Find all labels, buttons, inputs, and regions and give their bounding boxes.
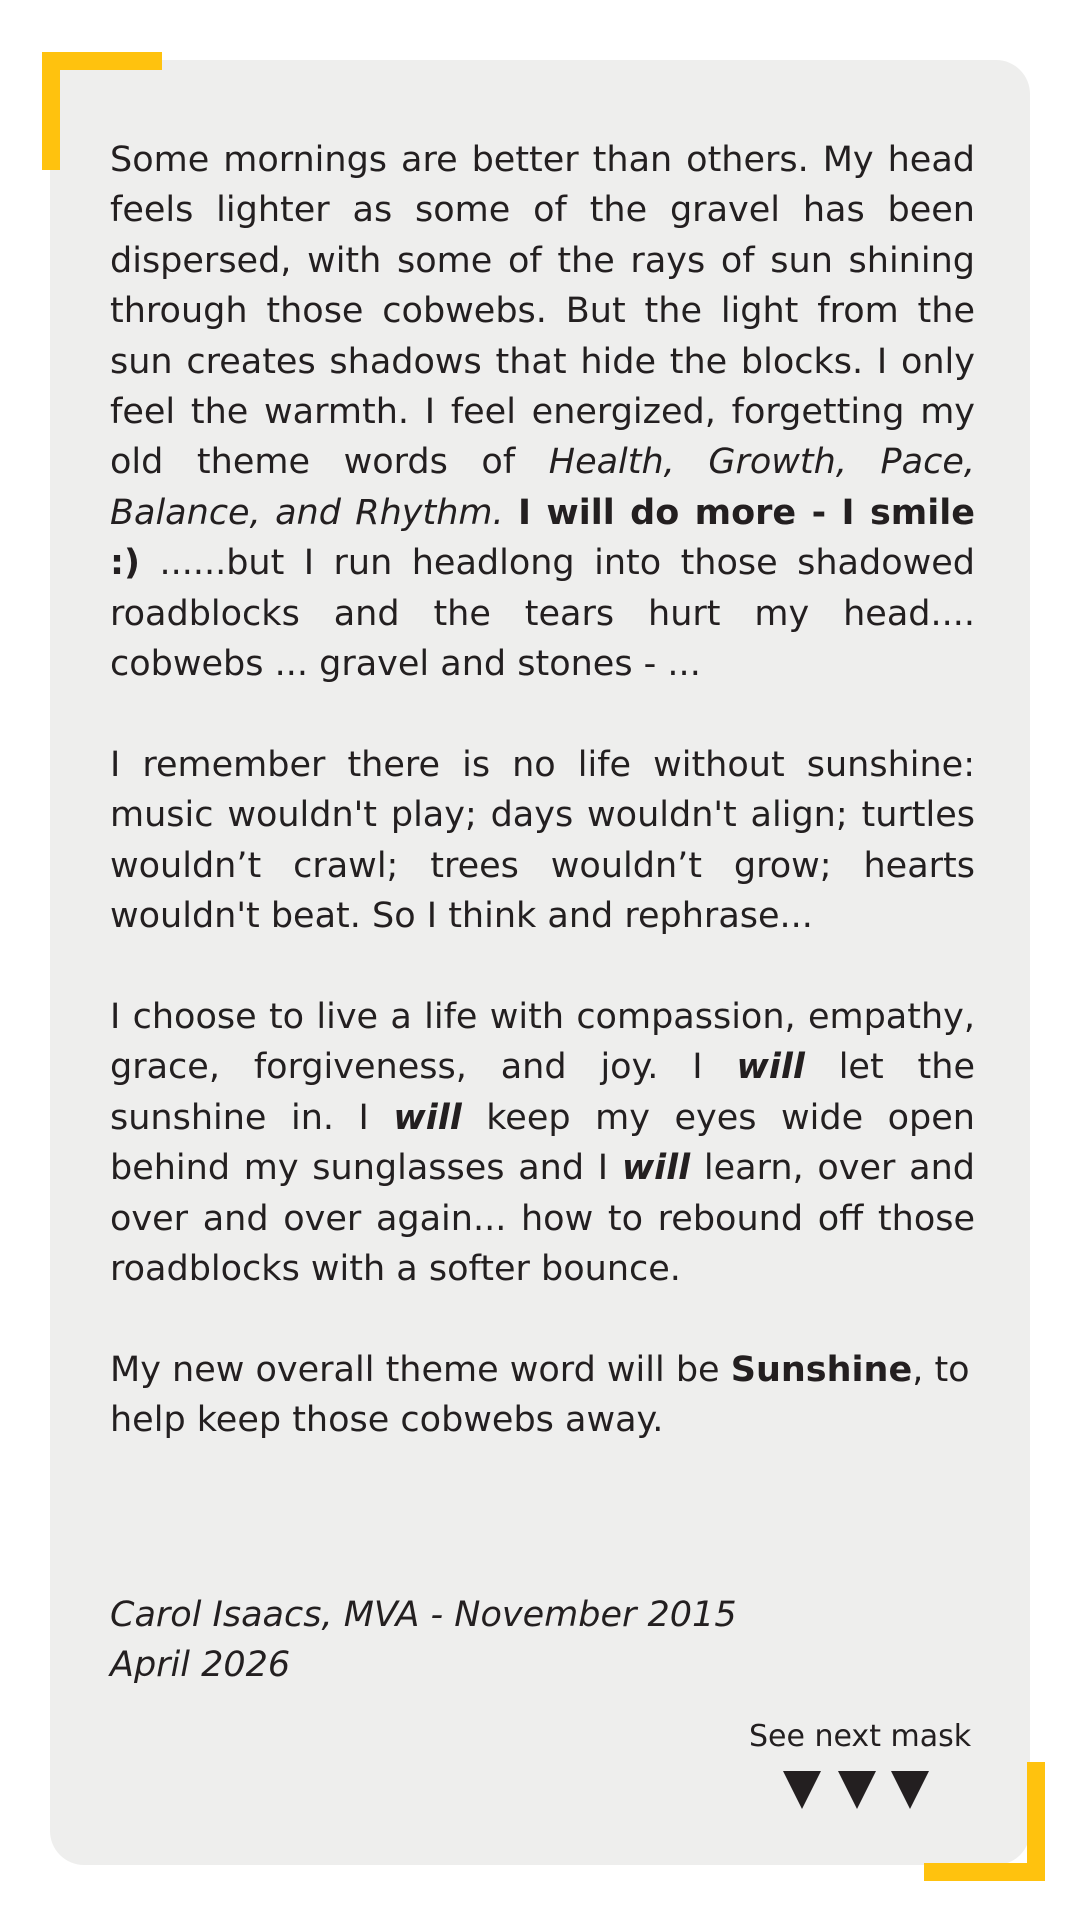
smile-statement: I will do more - I smile :) xyxy=(110,492,975,584)
paragraph-4 xyxy=(110,1345,975,1446)
theme-word: Sunshine xyxy=(730,1349,913,1390)
paragraph-2 xyxy=(110,740,975,942)
triangle-down-icon xyxy=(838,1771,876,1809)
paragraph-2-text: I remember there is no life without sunshine: music wouldn't play; days wouldn't align; turtles wouldn’t crawl; trees wouldn’t grow; hearts wouldn't beat. So I think and rephrase... xyxy=(110,744,975,937)
old-theme-words: Health, Growth, Pace, Balance, and Rhythm. xyxy=(110,442,975,533)
emphasis-will: will xyxy=(736,1047,805,1088)
paragraph-3-text-3: keep my eyes wide open behind my sunglasses and I xyxy=(110,1097,975,1189)
triangle-down-icon xyxy=(891,1771,929,1809)
paragraph-3-text-2: let the sunshine in. I xyxy=(110,1047,975,1138)
paragraph-4-text: My new overall theme word will be xyxy=(110,1349,731,1390)
date-line: April 2026 xyxy=(110,1645,291,1685)
next-arrows[interactable] xyxy=(783,1771,933,1809)
paragraph-1 xyxy=(110,135,975,689)
triangle-down-icon xyxy=(783,1771,821,1809)
emphasis-will: will xyxy=(621,1148,691,1189)
author-line: Carol Isaacs, MVA - November 2015 xyxy=(110,1595,737,1635)
paragraph-3-text-4: learn, over and over and over again... how to rebound off those roadblocks with a softer bounce. xyxy=(110,1148,976,1289)
paragraph-1-text-end: ......but I run headlong into those shadowed roadblocks and the tears hurt my head.... cobwebs ... gravel and stones - ... xyxy=(110,543,975,685)
corner-bracket-bottom-right-vertical xyxy=(1027,1762,1045,1881)
paragraph-1-text: Some mornings are better than others. My head feels lighter as some of the gravel has been dispersed, with some of the rays of sun shining through those cobwebs. But the light from the sun creates shadows that hide the blocks. I only feel the warmth. I feel energized, forgetting my old theme words of xyxy=(110,140,975,483)
paragraph-3 xyxy=(110,992,975,1294)
corner-bracket-top-left-vertical xyxy=(42,52,60,170)
emphasis-will: will xyxy=(393,1097,462,1138)
paragraph-3-text: I choose to live a life with compassion, empathy, grace, forgiveness, and joy. I xyxy=(110,996,975,1088)
see-next-mask-label[interactable]: See next mask xyxy=(749,1719,972,1754)
reflection-text xyxy=(110,135,975,1496)
corner-bracket-top-left xyxy=(42,52,162,70)
paragraph-4-text-end: , to help keep those cobwebs away. xyxy=(110,1349,970,1441)
signature xyxy=(110,1590,737,1690)
